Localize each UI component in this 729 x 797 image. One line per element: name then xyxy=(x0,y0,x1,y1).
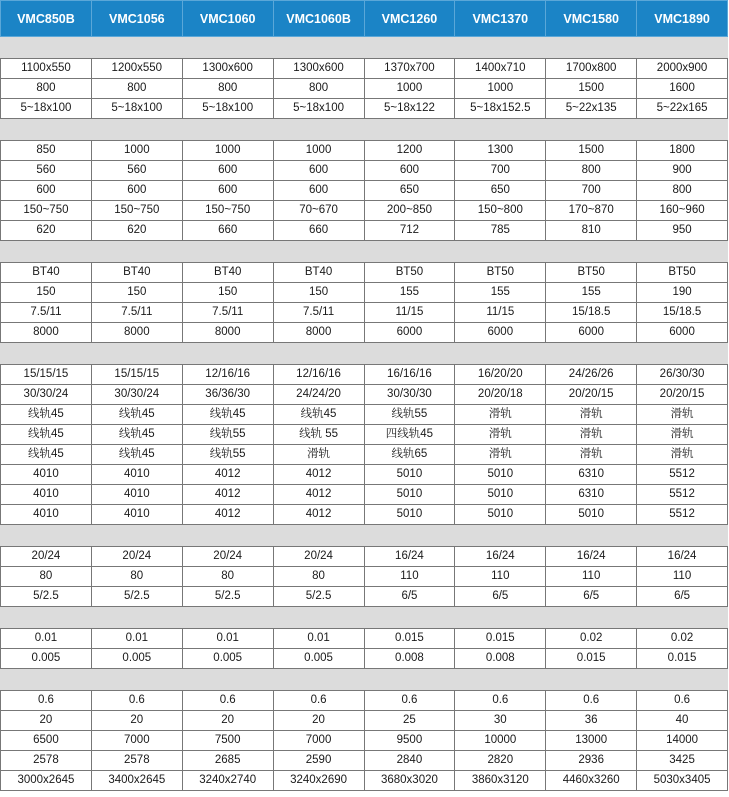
table-row xyxy=(1,505,728,525)
table-cell: 6/5 xyxy=(637,587,728,607)
table-cell: 线轨45 xyxy=(273,405,364,425)
table-cell: 5~18x100 xyxy=(182,99,273,119)
table-row xyxy=(1,425,728,445)
table-row xyxy=(1,771,728,791)
header-cell: VMC1890 xyxy=(637,1,728,37)
table-cell: 0.015 xyxy=(364,629,455,649)
table-row xyxy=(1,59,728,79)
table-cell: 800 xyxy=(182,79,273,99)
table-cell: 11/15 xyxy=(364,303,455,323)
table-cell: 15/18.5 xyxy=(546,303,637,323)
table-cell: 4012 xyxy=(273,465,364,485)
table-cell: 600 xyxy=(273,161,364,181)
table-row xyxy=(1,691,728,711)
table-cell: 1800 xyxy=(637,141,728,161)
table-cell: 800 xyxy=(1,79,92,99)
table-row xyxy=(1,751,728,771)
table-row xyxy=(1,263,728,283)
table-cell: 6000 xyxy=(637,323,728,343)
table-cell: 3240x2740 xyxy=(182,771,273,791)
table-cell: 80 xyxy=(273,567,364,587)
table-cell: 4012 xyxy=(182,505,273,525)
table-cell: BT40 xyxy=(1,263,92,283)
table-cell: 5010 xyxy=(364,465,455,485)
table-cell: 16/24 xyxy=(546,547,637,567)
table-cell: 0.02 xyxy=(546,629,637,649)
section-separator xyxy=(1,607,728,629)
table-row xyxy=(1,465,728,485)
table-cell: 200~850 xyxy=(364,201,455,221)
table-row xyxy=(1,221,728,241)
table-cell: 1000 xyxy=(91,141,182,161)
table-cell: 1100x550 xyxy=(1,59,92,79)
table-cell: 24/26/26 xyxy=(546,365,637,385)
table-cell: 150~800 xyxy=(455,201,546,221)
table-cell: 5512 xyxy=(637,465,728,485)
table-cell: 560 xyxy=(91,161,182,181)
table-row xyxy=(1,485,728,505)
table-cell: 滑轨 xyxy=(637,445,728,465)
table-cell: 1000 xyxy=(273,141,364,161)
table-row xyxy=(1,649,728,669)
table-cell: 线轨45 xyxy=(91,425,182,445)
header-cell: VMC1060 xyxy=(182,1,273,37)
table-cell: 0.01 xyxy=(182,629,273,649)
table-cell: 4010 xyxy=(91,465,182,485)
table-cell: 6000 xyxy=(364,323,455,343)
table-cell: 16/20/20 xyxy=(455,365,546,385)
table-cell: 1200 xyxy=(364,141,455,161)
table-cell: 620 xyxy=(91,221,182,241)
table-cell: 8000 xyxy=(1,323,92,343)
table-cell: 16/24 xyxy=(455,547,546,567)
table-cell: 5~18x100 xyxy=(91,99,182,119)
table-cell: 11/15 xyxy=(455,303,546,323)
table-cell: 20/24 xyxy=(273,547,364,567)
table-cell: 线轨55 xyxy=(182,445,273,465)
table-cell: 5~18x100 xyxy=(1,99,92,119)
table-cell: 1500 xyxy=(546,141,637,161)
table-cell: 560 xyxy=(1,161,92,181)
table-cell: 20/20/15 xyxy=(546,385,637,405)
table-cell: 12/16/16 xyxy=(273,365,364,385)
table-cell: 线轨45 xyxy=(1,445,92,465)
table-cell: 4010 xyxy=(1,465,92,485)
table-cell: 5~18x100 xyxy=(273,99,364,119)
table-cell: 10000 xyxy=(455,731,546,751)
table-cell: 3860x3120 xyxy=(455,771,546,791)
table-cell: 线轨55 xyxy=(364,405,455,425)
table-cell: BT50 xyxy=(364,263,455,283)
table-cell: 4010 xyxy=(91,505,182,525)
table-cell: 6/5 xyxy=(364,587,455,607)
table-cell: 8000 xyxy=(91,323,182,343)
table-cell: 20 xyxy=(1,711,92,731)
table-cell: 5512 xyxy=(637,505,728,525)
table-cell: 3680x3020 xyxy=(364,771,455,791)
table-cell: 20 xyxy=(91,711,182,731)
table-row xyxy=(1,141,728,161)
spec-table-body xyxy=(1,37,728,791)
table-cell: 15/15/15 xyxy=(1,365,92,385)
table-cell: 620 xyxy=(1,221,92,241)
header-cell: VMC1580 xyxy=(546,1,637,37)
table-row xyxy=(1,99,728,119)
table-cell: 155 xyxy=(455,283,546,303)
table-row xyxy=(1,365,728,385)
table-cell: 线轨 55 xyxy=(273,425,364,445)
table-cell: 线轨45 xyxy=(1,425,92,445)
table-row xyxy=(1,445,728,465)
table-cell: 190 xyxy=(637,283,728,303)
table-cell: 20 xyxy=(273,711,364,731)
table-cell: 16/16/16 xyxy=(364,365,455,385)
table-cell: BT40 xyxy=(91,263,182,283)
table-cell: 110 xyxy=(546,567,637,587)
table-cell: 15/18.5 xyxy=(637,303,728,323)
table-cell: 110 xyxy=(455,567,546,587)
table-cell: 0.005 xyxy=(273,649,364,669)
table-cell: 7500 xyxy=(182,731,273,751)
table-cell: 4012 xyxy=(273,485,364,505)
section-separator-cell xyxy=(1,37,728,59)
table-cell: 2840 xyxy=(364,751,455,771)
table-cell: 14000 xyxy=(637,731,728,751)
table-cell: 8000 xyxy=(273,323,364,343)
table-cell: 5010 xyxy=(455,465,546,485)
table-cell: 0.01 xyxy=(273,629,364,649)
table-cell: 滑轨 xyxy=(455,425,546,445)
table-cell: 660 xyxy=(273,221,364,241)
table-cell: 线轨65 xyxy=(364,445,455,465)
table-cell: 4012 xyxy=(182,465,273,485)
table-cell: 20/24 xyxy=(182,547,273,567)
table-cell: 15/15/15 xyxy=(91,365,182,385)
table-cell: 5010 xyxy=(546,505,637,525)
table-cell: 滑轨 xyxy=(637,425,728,445)
table-cell: 0.008 xyxy=(455,649,546,669)
table-cell: 20/24 xyxy=(1,547,92,567)
table-cell: BT50 xyxy=(546,263,637,283)
table-cell: 16/24 xyxy=(364,547,455,567)
header-cell: VMC1370 xyxy=(455,1,546,37)
table-cell: 70~670 xyxy=(273,201,364,221)
table-cell: 0.6 xyxy=(182,691,273,711)
section-separator-cell xyxy=(1,607,728,629)
section-separator xyxy=(1,241,728,263)
table-row xyxy=(1,79,728,99)
table-cell: 滑轨 xyxy=(273,445,364,465)
table-cell: 0.6 xyxy=(455,691,546,711)
table-cell: 5030x3405 xyxy=(637,771,728,791)
section-separator xyxy=(1,37,728,59)
table-cell: 6500 xyxy=(1,731,92,751)
table-cell: 650 xyxy=(455,181,546,201)
table-cell: 13000 xyxy=(546,731,637,751)
table-row xyxy=(1,385,728,405)
table-cell: 600 xyxy=(182,161,273,181)
table-cell: 0.005 xyxy=(1,649,92,669)
table-cell: 6310 xyxy=(546,465,637,485)
table-cell: 2000x900 xyxy=(637,59,728,79)
table-cell: 900 xyxy=(637,161,728,181)
table-cell: 25 xyxy=(364,711,455,731)
table-cell: 30/30/24 xyxy=(91,385,182,405)
table-cell: 20/20/18 xyxy=(455,385,546,405)
table-cell: 7.5/11 xyxy=(91,303,182,323)
table-cell: 1300x600 xyxy=(273,59,364,79)
table-cell: 0.6 xyxy=(1,691,92,711)
table-cell: 7.5/11 xyxy=(273,303,364,323)
table-row xyxy=(1,323,728,343)
section-separator-cell xyxy=(1,241,728,263)
table-cell: 80 xyxy=(182,567,273,587)
table-cell: 600 xyxy=(364,161,455,181)
table-cell: 150 xyxy=(1,283,92,303)
table-cell: 16/24 xyxy=(637,547,728,567)
table-cell: 线轨45 xyxy=(91,445,182,465)
table-cell: 7000 xyxy=(273,731,364,751)
section-separator xyxy=(1,525,728,547)
table-cell: 滑轨 xyxy=(546,445,637,465)
table-cell: 滑轨 xyxy=(546,405,637,425)
table-cell: 线轨45 xyxy=(91,405,182,425)
table-row xyxy=(1,181,728,201)
table-cell: 170~870 xyxy=(546,201,637,221)
table-cell: 6/5 xyxy=(546,587,637,607)
table-cell: 2578 xyxy=(91,751,182,771)
table-cell: 2590 xyxy=(273,751,364,771)
table-cell: 20 xyxy=(182,711,273,731)
table-row xyxy=(1,731,728,751)
table-cell: 712 xyxy=(364,221,455,241)
table-cell: 0.008 xyxy=(364,649,455,669)
table-cell: 24/24/20 xyxy=(273,385,364,405)
section-separator xyxy=(1,119,728,141)
table-cell: 1200x550 xyxy=(91,59,182,79)
header-cell: VMC1056 xyxy=(91,1,182,37)
table-cell: 4460x3260 xyxy=(546,771,637,791)
table-cell: 600 xyxy=(273,181,364,201)
table-cell: 26/30/30 xyxy=(637,365,728,385)
table-cell: 1000 xyxy=(455,79,546,99)
table-cell: 6310 xyxy=(546,485,637,505)
table-cell: 800 xyxy=(273,79,364,99)
table-cell: 0.015 xyxy=(637,649,728,669)
section-separator xyxy=(1,669,728,691)
table-cell: 0.015 xyxy=(546,649,637,669)
table-cell: 0.015 xyxy=(455,629,546,649)
table-cell: 滑轨 xyxy=(546,425,637,445)
table-cell: 600 xyxy=(182,181,273,201)
section-separator-cell xyxy=(1,525,728,547)
table-cell: 800 xyxy=(546,161,637,181)
table-cell: 2820 xyxy=(455,751,546,771)
table-cell: 700 xyxy=(455,161,546,181)
table-cell: 110 xyxy=(364,567,455,587)
table-cell: 5/2.5 xyxy=(1,587,92,607)
table-cell: 5010 xyxy=(364,485,455,505)
table-cell: 9500 xyxy=(364,731,455,751)
table-cell: 5/2.5 xyxy=(273,587,364,607)
table-cell: 1300x600 xyxy=(182,59,273,79)
table-row xyxy=(1,629,728,649)
table-cell: 700 xyxy=(546,181,637,201)
table-cell: 7.5/11 xyxy=(1,303,92,323)
table-cell: 80 xyxy=(1,567,92,587)
table-cell: 5~18x122 xyxy=(364,99,455,119)
table-row xyxy=(1,283,728,303)
table-cell: 线轨45 xyxy=(182,405,273,425)
table-cell: 0.6 xyxy=(364,691,455,711)
header-row xyxy=(1,1,728,37)
table-row xyxy=(1,587,728,607)
table-cell: 2936 xyxy=(546,751,637,771)
table-cell: 6000 xyxy=(546,323,637,343)
table-cell: 160~960 xyxy=(637,201,728,221)
header-cell: VMC850B xyxy=(1,1,92,37)
table-cell: 155 xyxy=(546,283,637,303)
table-row xyxy=(1,303,728,323)
table-cell: 5/2.5 xyxy=(91,587,182,607)
section-separator-cell xyxy=(1,669,728,691)
table-cell: 滑轨 xyxy=(637,405,728,425)
table-cell: BT50 xyxy=(637,263,728,283)
table-cell: 5512 xyxy=(637,485,728,505)
table-cell: 0.6 xyxy=(273,691,364,711)
table-cell: 155 xyxy=(364,283,455,303)
table-cell: 150~750 xyxy=(1,201,92,221)
table-cell: 600 xyxy=(91,181,182,201)
table-cell: 150 xyxy=(182,283,273,303)
table-cell: 80 xyxy=(91,567,182,587)
table-cell: 4012 xyxy=(273,505,364,525)
table-cell: 8000 xyxy=(182,323,273,343)
table-cell: 0.01 xyxy=(91,629,182,649)
table-cell: 2578 xyxy=(1,751,92,771)
table-cell: 1000 xyxy=(182,141,273,161)
table-cell: 1000 xyxy=(364,79,455,99)
table-cell: 785 xyxy=(455,221,546,241)
table-cell: 40 xyxy=(637,711,728,731)
table-cell: 1500 xyxy=(546,79,637,99)
table-cell: 150~750 xyxy=(182,201,273,221)
table-cell: 5010 xyxy=(364,505,455,525)
table-row xyxy=(1,567,728,587)
table-cell: 5010 xyxy=(455,485,546,505)
table-cell: 20/24 xyxy=(91,547,182,567)
table-cell: 0.005 xyxy=(182,649,273,669)
table-cell: 4012 xyxy=(182,485,273,505)
table-cell: 0.6 xyxy=(546,691,637,711)
table-cell: 810 xyxy=(546,221,637,241)
table-cell: 30/30/24 xyxy=(1,385,92,405)
table-cell: BT40 xyxy=(182,263,273,283)
table-cell: 20/20/15 xyxy=(637,385,728,405)
table-row xyxy=(1,201,728,221)
table-cell: 660 xyxy=(182,221,273,241)
section-separator-cell xyxy=(1,119,728,141)
table-cell: 150~750 xyxy=(91,201,182,221)
table-cell: 5010 xyxy=(455,505,546,525)
header-cell: VMC1260 xyxy=(364,1,455,37)
table-cell: 4010 xyxy=(91,485,182,505)
table-cell: 0.6 xyxy=(637,691,728,711)
table-cell: 四线轨45 xyxy=(364,425,455,445)
table-cell: 滑轨 xyxy=(455,405,546,425)
table-cell: 0.005 xyxy=(91,649,182,669)
table-cell: 3240x2690 xyxy=(273,771,364,791)
table-cell: 滑轨 xyxy=(455,445,546,465)
table-cell: 5~22x135 xyxy=(546,99,637,119)
header-cell: VMC1060B xyxy=(273,1,364,37)
table-cell: 36 xyxy=(546,711,637,731)
table-cell: 650 xyxy=(364,181,455,201)
table-cell: 7.5/11 xyxy=(182,303,273,323)
table-cell: 30 xyxy=(455,711,546,731)
table-cell: 800 xyxy=(637,181,728,201)
table-cell: 3000x2645 xyxy=(1,771,92,791)
table-cell: 6000 xyxy=(455,323,546,343)
table-cell: 7000 xyxy=(91,731,182,751)
table-cell: 1370x700 xyxy=(364,59,455,79)
table-cell: 3400x2645 xyxy=(91,771,182,791)
table-row xyxy=(1,405,728,425)
table-cell: 3425 xyxy=(637,751,728,771)
table-cell: BT40 xyxy=(273,263,364,283)
table-cell: 5/2.5 xyxy=(182,587,273,607)
table-cell: 5~18x152.5 xyxy=(455,99,546,119)
table-cell: 1600 xyxy=(637,79,728,99)
section-separator-cell xyxy=(1,343,728,365)
table-row xyxy=(1,161,728,181)
table-cell: 5~22x165 xyxy=(637,99,728,119)
table-cell: 2685 xyxy=(182,751,273,771)
table-cell: 110 xyxy=(637,567,728,587)
table-cell: 线轨55 xyxy=(182,425,273,445)
table-cell: 4010 xyxy=(1,505,92,525)
table-cell: 36/36/30 xyxy=(182,385,273,405)
table-cell: 0.6 xyxy=(91,691,182,711)
table-cell: 950 xyxy=(637,221,728,241)
table-cell: 30/30/30 xyxy=(364,385,455,405)
table-cell: 800 xyxy=(91,79,182,99)
table-cell: 0.02 xyxy=(637,629,728,649)
table-cell: BT50 xyxy=(455,263,546,283)
table-cell: 12/16/16 xyxy=(182,365,273,385)
section-separator xyxy=(1,343,728,365)
table-cell: 线轨45 xyxy=(1,405,92,425)
table-cell: 600 xyxy=(1,181,92,201)
table-cell: 4010 xyxy=(1,485,92,505)
table-cell: 150 xyxy=(91,283,182,303)
table-row xyxy=(1,547,728,567)
table-row xyxy=(1,711,728,731)
table-cell: 0.01 xyxy=(1,629,92,649)
table-cell: 6/5 xyxy=(455,587,546,607)
table-cell: 1300 xyxy=(455,141,546,161)
table-cell: 850 xyxy=(1,141,92,161)
table-cell: 150 xyxy=(273,283,364,303)
table-cell: 1400x710 xyxy=(455,59,546,79)
table-cell: 1700x800 xyxy=(546,59,637,79)
